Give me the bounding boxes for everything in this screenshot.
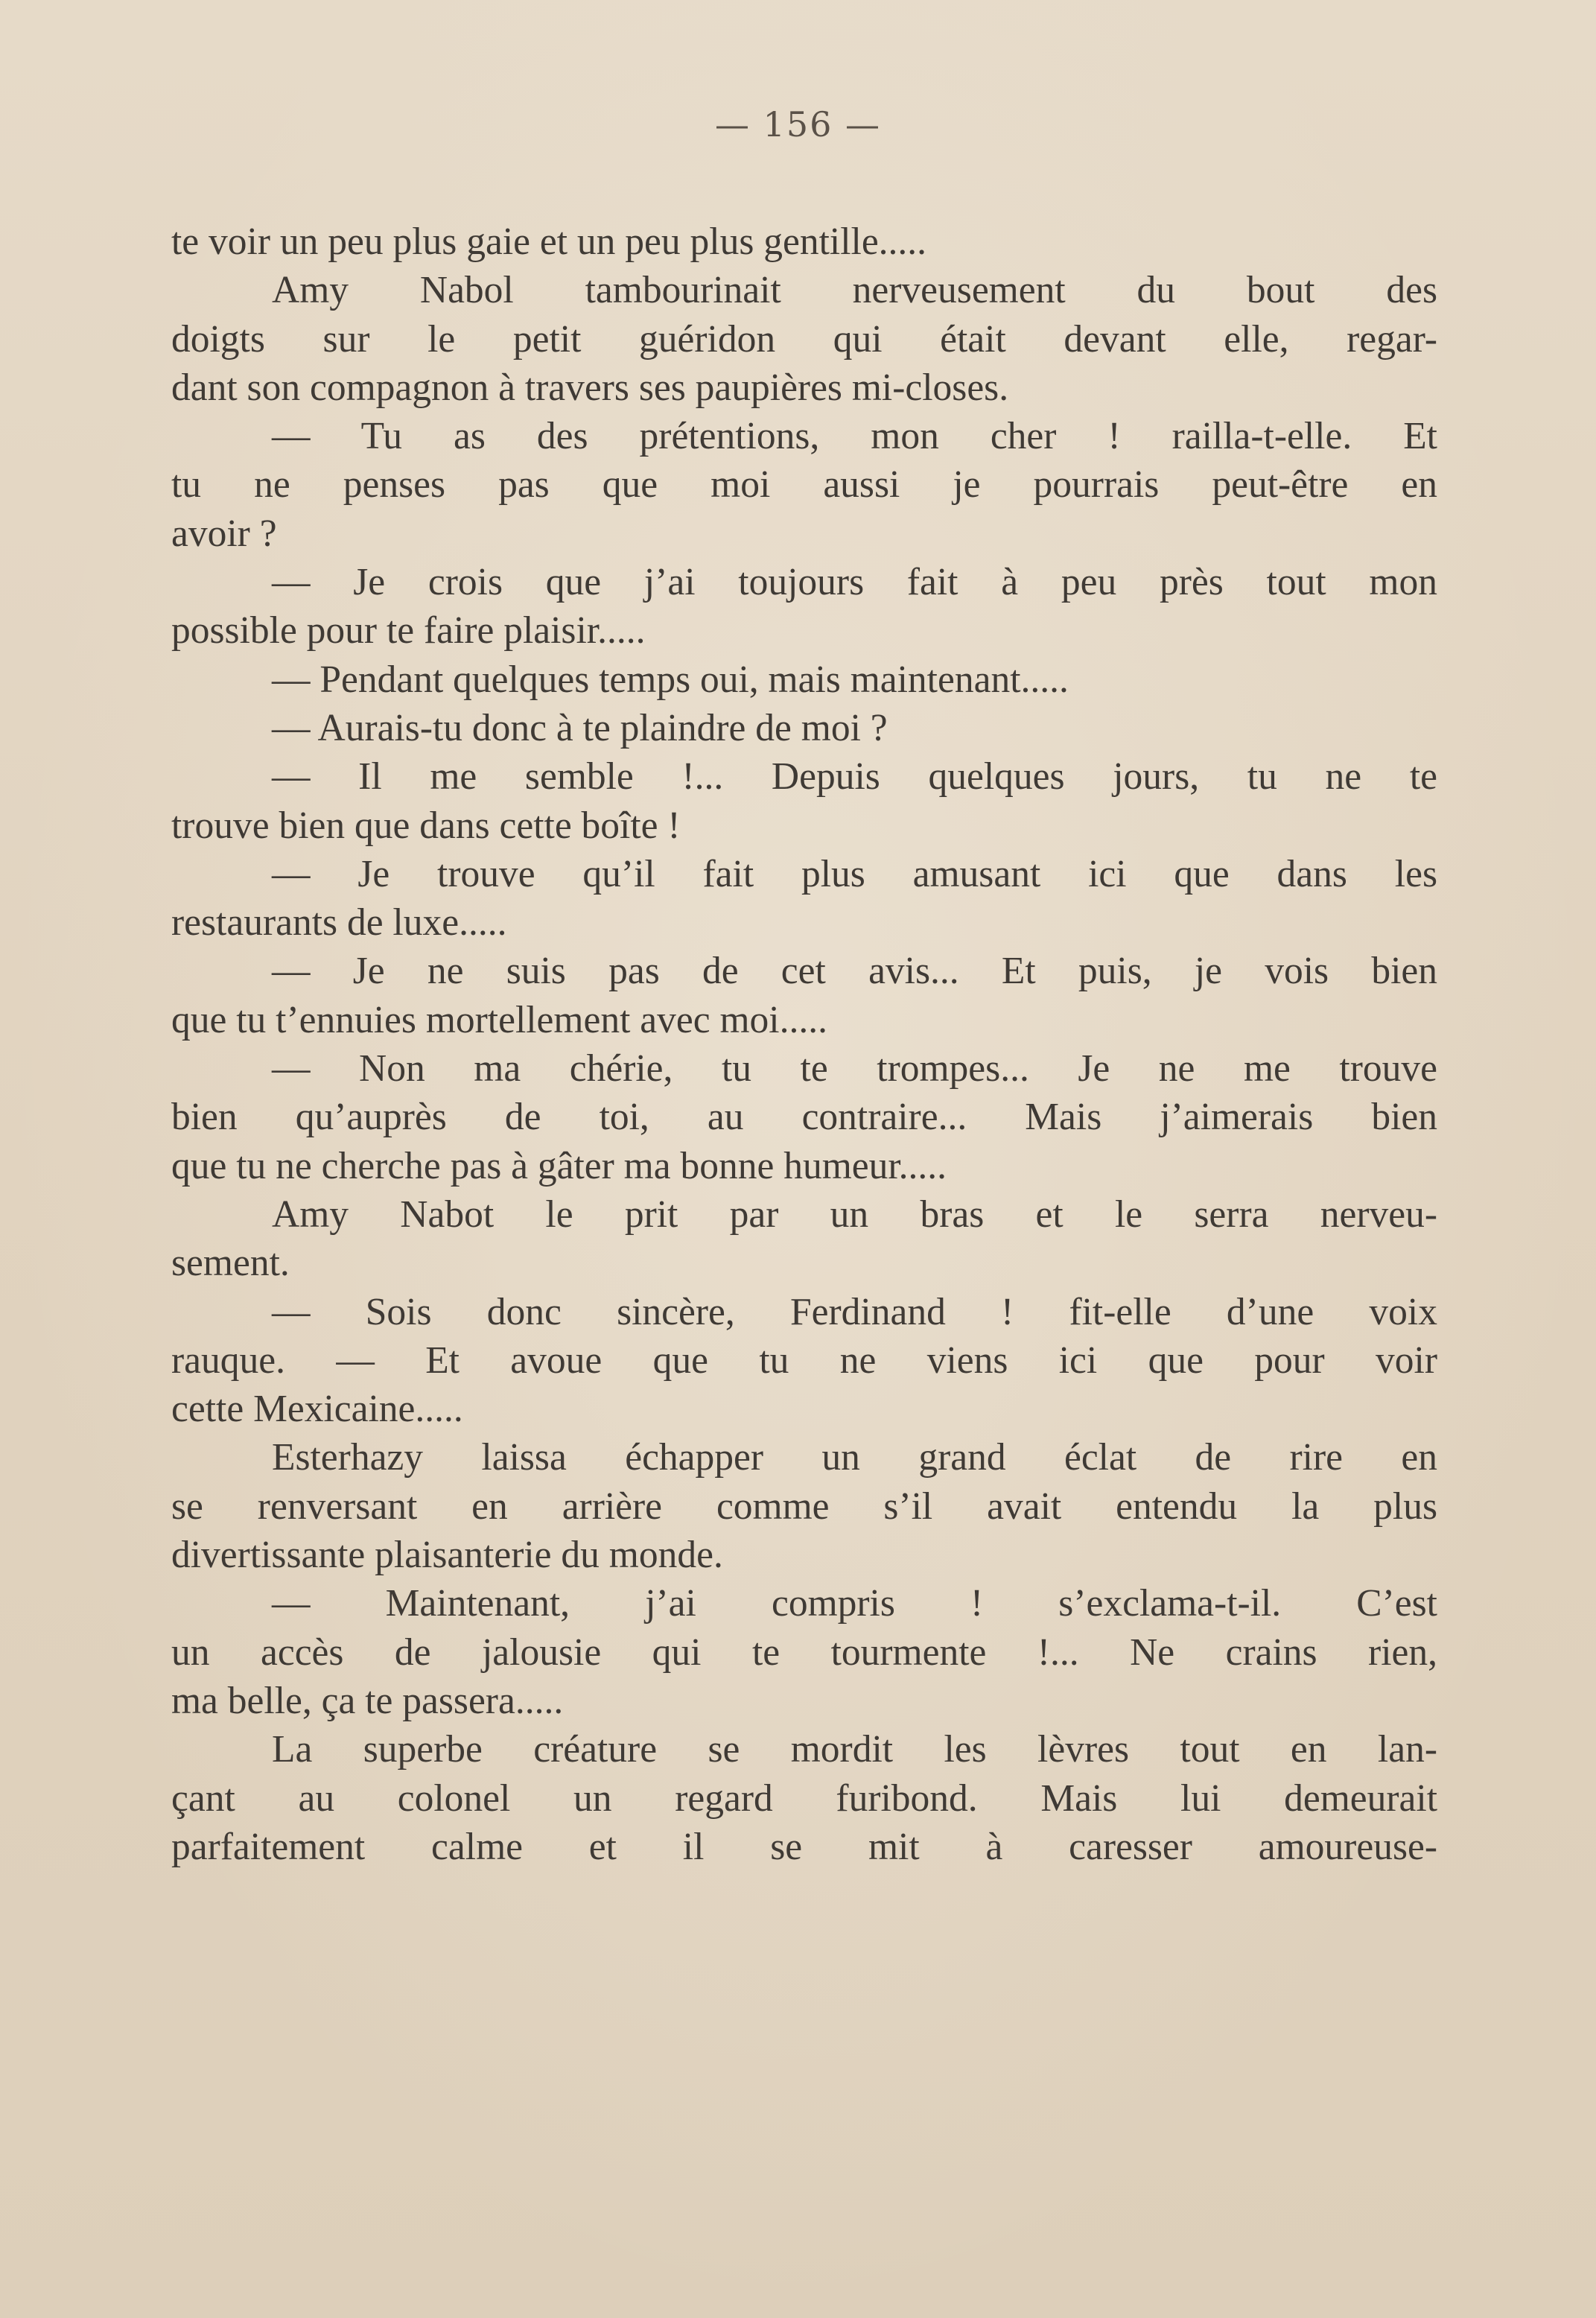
text-line: çant au colonel un regard furibond. Mais lui demeurait bbox=[171, 1776, 1437, 1820]
text-line: ma belle, ça te passera..... bbox=[171, 1679, 564, 1722]
text-line: divertissante plaisanterie du monde. bbox=[171, 1534, 723, 1577]
text-line: te voir un peu plus gaie et un peu plus gentille..... bbox=[171, 220, 927, 263]
text-line: — Pendant quelques temps oui, mais maintenant..... bbox=[272, 658, 1069, 701]
text-line: — Maintenant, j’ai compris ! s’exclama-t-il. C’est bbox=[272, 1582, 1437, 1625]
text-line: — Aurais-tu donc à te plaindre de moi ? bbox=[272, 706, 888, 749]
text-line: — Sois donc sincère, Ferdinand ! fit-elle d’une voix bbox=[272, 1290, 1437, 1333]
text-line: Amy Nabol tambourinait nerveusement du bout des bbox=[272, 269, 1437, 312]
text-line: dant son compagnon à travers ses paupières mi-closes. bbox=[171, 366, 1009, 409]
text-line: — Non ma chérie, tu te trompes... Je ne me trouve bbox=[272, 1047, 1437, 1090]
text-line: que tu t’ennuies mortellement avec moi..... bbox=[171, 998, 827, 1041]
text-line: possible pour te faire plaisir..... bbox=[171, 609, 646, 652]
text-line: La superbe créature se mordit les lèvres tout en lan- bbox=[272, 1728, 1437, 1771]
text-line: sement. bbox=[171, 1242, 290, 1285]
text-line: avoir ? bbox=[171, 512, 277, 555]
page-number: — 156 — bbox=[714, 104, 882, 145]
text-line: — Je ne suis pas de cet avis... Et puis, je vois bien bbox=[272, 950, 1437, 993]
text-line: se renversant en arrière comme s’il avait entendu la plus bbox=[171, 1485, 1437, 1528]
text-line: cette Mexicaine..... bbox=[171, 1388, 463, 1431]
text-line: — Je trouve qu’il fait plus amusant ici que dans les bbox=[272, 852, 1437, 895]
text-line: que tu ne cherche pas à gâter ma bonne humeur..... bbox=[171, 1144, 947, 1187]
text-line: — Tu as des prétentions, mon cher ! railla-t-elle. Et bbox=[272, 415, 1437, 458]
text-line: bien qu’auprès de toi, au contraire... Mais j’aimerais bien bbox=[171, 1096, 1437, 1139]
text-line: restaurants de luxe..... bbox=[171, 901, 507, 944]
text-line: Amy Nabot le prit par un bras et le serra nerveu- bbox=[272, 1193, 1437, 1236]
text-line: rauque. — Et avoue que tu ne viens ici que pour voir bbox=[171, 1339, 1437, 1382]
text-line: trouve bien que dans cette boîte ! bbox=[171, 804, 681, 847]
text-line: parfaitement calme et il se mit à caresser amoureuse- bbox=[171, 1825, 1437, 1868]
text-line: tu ne penses pas que moi aussi je pourrais peut-être en bbox=[171, 463, 1437, 507]
text-line: un accès de jalousie qui te tourmente !... Ne crains rien, bbox=[171, 1630, 1437, 1674]
text-line: Esterhazy laissa échapper un grand éclat de rire en bbox=[272, 1436, 1437, 1479]
text-line: — Je crois que j’ai toujours fait à peu près tout mon bbox=[272, 561, 1437, 604]
text-line: — Il me semble !... Depuis quelques jours, tu ne te bbox=[272, 755, 1437, 798]
text-line: doigts sur le petit guéridon qui était devant elle, regar- bbox=[171, 317, 1437, 361]
body-text bbox=[171, 217, 1437, 1871]
